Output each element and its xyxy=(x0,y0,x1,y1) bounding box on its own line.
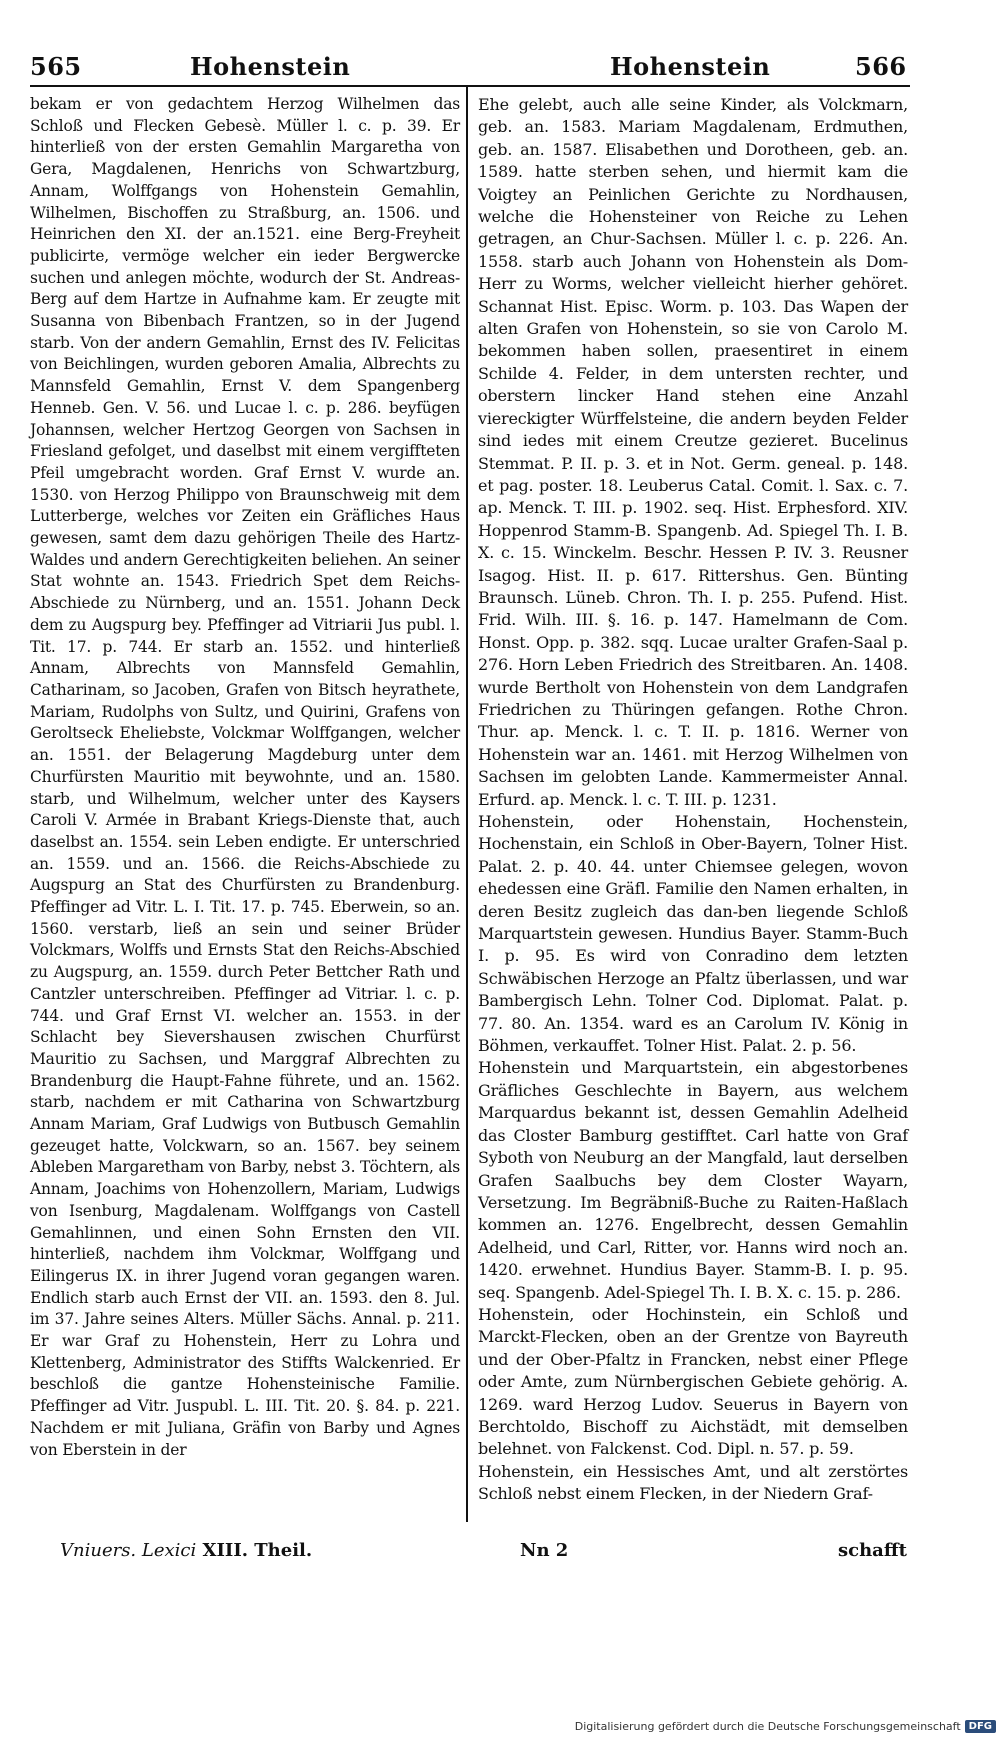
signature-mark: Nn 2 xyxy=(520,1540,569,1561)
right-paragraph-4: Hohenstein, oder Hochinstein, ein Schloß und Marckt-Flecken, oben an der Grentze von Bayreuth und der Ober-Pfaltz in Francken, nebst einer Pflege oder Amte, zum Nürnbergischen Gebiete gehörig. A. 1269. ward Herzog Ludov. Seuerus in Bayern von Berchtoldo, Bischoff zu Aichstädt, mit demselben belehnet. von Falckenst. Cod. Dipl. n. 57. p. 59. xyxy=(478,1304,908,1459)
signature-volume: XIII. Theil. xyxy=(202,1540,313,1561)
signature-italic: Vniuers. Lexici xyxy=(60,1540,197,1561)
column-rule xyxy=(466,87,468,1522)
right-column xyxy=(478,94,908,1506)
right-running-title: Hohenstein xyxy=(610,52,771,81)
dfg-logo-icon: DFG xyxy=(965,1720,996,1733)
catchword: schafft xyxy=(838,1540,907,1561)
left-paragraph-1: bekam er von gedachtem Herzog Wilhelmen das Schloß und Flecken Gebesè. Müller l. c. p. 39. Er hinterließ von der ersten Gemahlin Margaretha von Gera, Magdalenen, Henrichs von Schwartzburg, Annam, Wolffgangs von Hohenstein Gemahlin, Wilhelmen, Bischoffen zu Straßburg, an. 1506. und Heinrichen den XI. der an.1521. eine Berg-Freyheit publicirte, vermöge welcher ein ieder Bergwercke suchen und anlegen möchte, wodurch der St. Andreas-Berg auf dem Hartze in Aufnahme kam. Er zeugte mit Susanna von Bibenbach Frantzen, so in der Jugend starb. Von der andern Gemahlin, Ernst des IV. Felicitas von Beichlingen, wurden geboren Amalia, Albrechts zu Mannsfeld Gemahlin, Ernst V. dem Spangenberg Henneb. Gen. V. 56. und Lucae l. c. p. 286. beyfügen Johannsen, welcher Hertzog Georgen von Sachsen in Friesland gefolget, und daselbst mit einem vergiffteten Pfeil umgebracht worden. Graf Ernst V. wurde an. 1530. von Herzog Philippo von Braunschweig mit dem Lutterberge, welches vor Zeiten ein Gräfliches Haus gewesen, samt dem dazu gehörigen Theile des Hartz-Waldes und andern Gerechtigkeiten beliehen. An seiner Stat wohnte an. 1543. Friedrich Spet dem Reichs-Abschiede zu Nürnberg, und an. 1551. Johann Deck dem zu Augspurg bey. Pfeffinger ad Vitriarii Jus publ. l. Tit. 17. p. 744. Er starb an. 1552. und hinterließ Annam, Albrechts von Mannsfeld Gemahlin, Catharinam, so Jacoben, Grafen von Bitsch heyrathete, Mariam, Rudolphs von Sultz, und Quirini, Grafens von Geroltseck Eheliebste, Volckmar Wolffgangen, welcher an. 1551. der Belagerung Magdeburg unter dem Churfürsten Mauritio mit beywohnte, und an. 1580. starb, und Wilhelmum, welcher unter des Kaysers Caroli V. Armée in Brabant Kriegs-Dienste that, auch daselbst an. 1554. sein Leben endigte. Er unterschried an. 1559. und an. 1566. die Reichs-Abschiede zu Augspurg an Stat des Churfürsten zu Brandenburg. Pfeffinger ad Vitr. L. I. Tit. 17. p. 745. Eberwein, so an. 1560. verstarb, ließ an sein und seiner Brüder Volckmars, Wolffs und Ernsts Stat den Reichs-Abschied zu Augspurg, an. 1559. durch Peter Bettcher Rath und Cantzler unterschreiben. Pfeffinger ad Vitriar. l. c. p. 744. und Graf Ernst VI. welcher an. 1553. in der Schlacht bey Sievershausen zwischen Churfürst Mauritio zu Sachsen, und Marggraf Albrechten zu Brandenburg die Haupt-Fahne führete, und an. 1562. starb, nachdem er mit Catharina von Schwartzburg Annam Mariam, Graf Ludwigs von Butbusch Gemahlin gezeuget hatte, Volckwarn, so an. 1567. bey seinem Ableben Margaretham von Barby, nebst 3. Töchtern, als Annam, Joachims von Hohenzollern, Mariam, Ludwigs von Isenburg, Magdalenam. Wolffgangs von Castell Gemahlinnen, und einen Sohn Ernsten den VII. hinterließ, nachdem ihm Volckmar, Wolffgang und Eilingerus IX. in ihrer Jugend voran gegangen waren. Endlich starb auch Ernst der VII. an. 1593. den 8. Jul. im 37. Jahre seines Alters. Müller Sächs. Annal. p. 211. Er war Graf zu Hohenstein, Herr zu Lohra und Klettenberg, Administrator des Stiffts Walckenried. Er beschloß die gantze Hohensteinische Familie. Pfeffinger ad Vitr. Juspubl. L. III. Tit. 20. §. 84. p. 221. Nachdem er mit Juliana, Gräfin von Barby und Agnes von Eberstein in der xyxy=(30,95,460,1459)
right-page-number: 566 xyxy=(855,52,907,81)
digitization-credit xyxy=(575,1720,996,1733)
signature-line xyxy=(60,1540,312,1561)
left-column xyxy=(30,94,460,1461)
left-page-number: 565 xyxy=(30,52,82,81)
right-paragraph-5: Hohenstein, ein Hessisches Amt, und alt zerstörtes Schloß nebst einem Flecken, in der Niedern Graf- xyxy=(478,1461,908,1504)
left-running-title: Hohenstein xyxy=(190,52,351,81)
right-paragraph-1: Ehe gelebt, auch alle seine Kinder, als Volckmarn, geb. an. 1583. Mariam Magdalenam, Erdmuthen, geb. an. 1587. Elisabethen und Dorotheen, geb. an. 1589. hatte sterben sehen, und hiermit kam die Voigtey an Peinlichen Gerichte zu Nordhausen, welche die Hohensteiner von Reiche zu Lehen getragen, an Chur-Sachsen. Müller l. c. p. 226. An. 1558. starb auch Johann von Hohenstein als Dom-Herr zu Worms, welcher vielleicht hierher gehöret. Schannat Hist. Episc. Worm. p. 103. Das Wapen der alten Grafen von Hohenstein, so sie von Carolo M. bekommen haben sollen, praesentiret in einem Schilde 4. Felder, in dem untersten rechter, und oberstern lincker Hand stehen eine Anzahl viereckigter Würffelsteine, die andern beyden Felder sind iedes mit einem Creutze gezieret. Bucelinus Stemmat. P. II. p. 3. et in Not. Germ. geneal. p. 148. et pag. poster. 18. Leuberus Catal. Comit. l. Sax. c. 7. ap. Menck. T. III. p. 1902. seq. Hist. Erphesford. XIV. Hoppenrod Stamm-B. Spangenb. Ad. Spiegel Th. I. B. X. c. 15. Winckelm. Beschr. Hessen P. IV. 3. Reusner Isagog. Hist. II. p. 617. Rittershus. Gen. Bünting Braunsch. Lüneb. Chron. Th. I. p. 255. Pufend. Hist. Frid. Wilh. III. §. 16. p. 147. Hamelmann de Com. Honst. Opp. p. 382. sqq. Lucae uralter Grafen-Saal p. 276. Horn Leben Friedrich des Streitbaren. An. 1408. wurde Bertholt von Hohenstein von dem Landgrafen Friedrichen zu Thüringen gefangen. Rothe Chron. Thur. ap. Menck. l. c. T. II. p. 1816. Werner von Hohenstein war an. 1461. mit Herzog Wilhelmen von Sachsen im gelobten Lande. Kammermeister Annal. Erfurd. ap. Menck. l. c. T. III. p. 1231. xyxy=(478,95,908,809)
right-paragraph-3: Hohenstein und Marquartstein, ein abgestorbenes Gräfliches Geschlechte in Bayern, aus welchem Marquardus bekannt ist, dessen Gemahlin Adelheid das Closter Bamburg gestifftet. Carl hatte von Graf Syboth von Neuburg an der Mangfald, laut derselben Grafen Saalbuchs bey dem Closter Wayarn, Versetzung. Im Begräbniß-Buche zu Raiten-Haßlach kommen an. 1276. Engelbrecht, dessen Gemahlin Adelheid, und Carl, Ritter, vor. Hanns wird noch an. 1420. erwehnet. Hundius Bayer. Stamm-B. I. p. 95. seq. Spangenb. Adel-Spiegel Th. I. B. X. c. 15. p. 286. xyxy=(478,1058,908,1302)
right-paragraph-2: Hohenstein, oder Hohenstain, Hochenstein, Hochenstain, ein Schloß in Ober-Bayern, Tolner Hist. Palat. 2. p. 40. 44. unter Chiemsee gelegen, wovon ehedessen eine Gräfl. Familie den Namen erhalten, in deren Besitz zugleich das dan-ben liegende Schloß Marquartstein gewesen. Hundius Bayer. Stamm-Buch I. p. 95. Es wird von Conradino dem letzten Schwäbischen Herzoge an Pfaltz überlassen, und war Bambergisch Lehn. Tolner Cod. Diplomat. Palat. p. 77. 80. An. 1354. ward es an Carolum IV. König in Böhmen, verkauffet. Tolner Hist. Palat. 2. p. 56. xyxy=(478,812,908,1056)
credit-text: Digitalisierung gefördert durch die Deutsche Forschungsgemeinschaft xyxy=(574,1720,961,1733)
header-rule xyxy=(30,85,910,87)
